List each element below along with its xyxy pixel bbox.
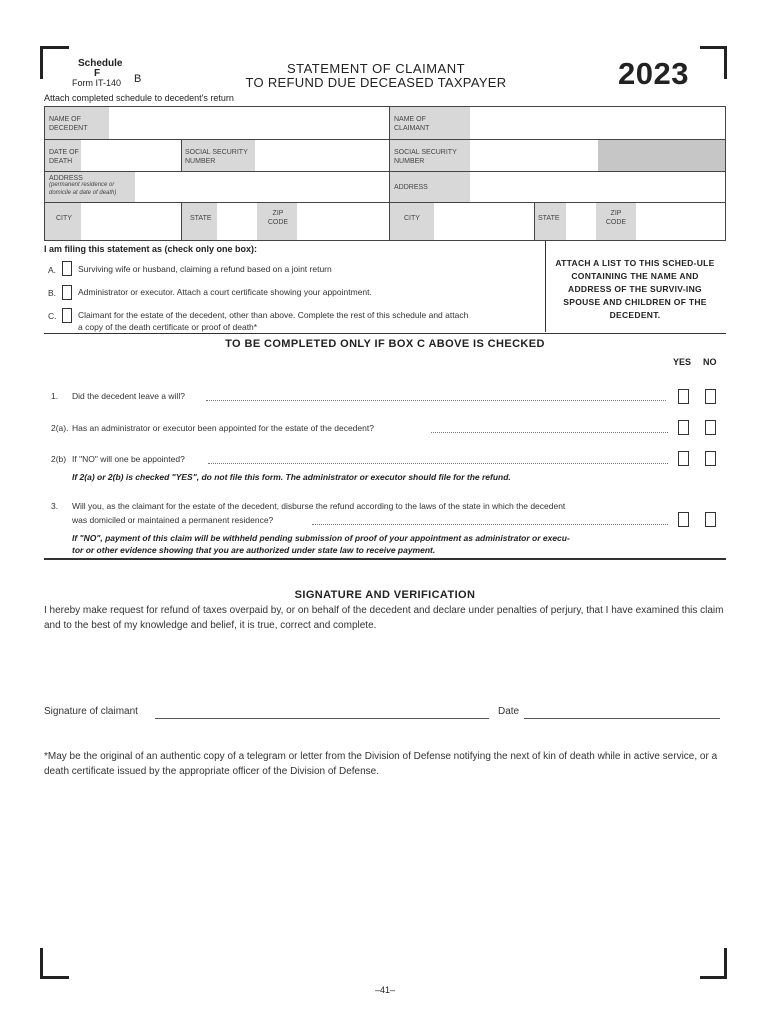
leader-dots — [206, 400, 666, 401]
address-left-input[interactable] — [135, 172, 389, 202]
grid-divider — [181, 203, 182, 240]
ssn-left-input[interactable] — [255, 140, 389, 171]
leader-dots — [431, 432, 668, 433]
zip-left-label: ZIP CODE — [267, 210, 289, 226]
verification-statement: I hereby make request for refund of taxes overpaid by, or on behalf of the decedent and declare under penalties of perjury, that I have examined this claim and to the best of my knowledge and belief, it is true, correct and complete. — [44, 605, 724, 631]
shaded-cell — [598, 140, 725, 171]
question-2a-number: 2(a). — [51, 423, 69, 433]
address-right-input[interactable] — [470, 172, 725, 202]
form-label: Form IT-140 — [72, 78, 122, 88]
filing-heading: I am filing this statement as (check only one box): — [44, 244, 258, 254]
option-b-text: Administrator or executor. Attach a court certificate showing your appointment. — [78, 287, 372, 297]
option-c-text: Claimant for the estate of the decedent, other than above. Complete the rest of this schedule and attach — [78, 310, 469, 320]
option-c-checkbox[interactable] — [62, 308, 72, 323]
question-2a-yes-checkbox[interactable] — [678, 420, 689, 435]
city-right-label: CITY — [404, 215, 420, 222]
date-label: Date — [498, 706, 520, 717]
grid-divider — [181, 140, 182, 171]
ssn-right-input[interactable] — [470, 140, 598, 171]
crop-mark-bottom-left — [40, 948, 69, 979]
boxc-heading: TO BE COMPLETED ONLY IF BOX C ABOVE IS CHECKED — [225, 338, 545, 350]
title-line-2: TO REFUND DUE DECEASED TAXPAYER — [245, 75, 507, 90]
grid-divider — [534, 203, 535, 240]
question-3-yes-checkbox[interactable] — [678, 512, 689, 527]
signature-line[interactable] — [155, 718, 489, 719]
attach-list-note: ATTACH A LIST TO THIS SCHED-ULE CONTAINING THE NAME AND ADDRESS OF THE SURVIV-ING SPOUSE AND CHILDREN OF THE DECEDENT. — [555, 258, 715, 320]
question-2b-yes-checkbox[interactable] — [678, 451, 689, 466]
tax-year: 2023 — [618, 56, 689, 91]
question-1-no-checkbox[interactable] — [705, 389, 716, 404]
question-2a-no-checkbox[interactable] — [705, 420, 716, 435]
question-2b-number: 2(b) — [51, 454, 67, 464]
ssn-left-label: SOCIAL SECURITY NUMBER — [185, 149, 248, 165]
no-column-label: NO — [703, 357, 717, 367]
question-2b-no-checkbox[interactable] — [705, 451, 716, 466]
city-left-label: CITY — [56, 215, 72, 222]
name-claimant-label: NAME OF CLAIMANT — [394, 116, 430, 132]
question-3-number: 3. — [51, 501, 59, 511]
crop-mark-top-left — [40, 46, 69, 79]
state-right-label: STATE — [538, 215, 560, 222]
signature-heading: SIGNATURE AND VERIFICATION — [294, 589, 476, 601]
grid-divider — [389, 107, 390, 240]
crop-mark-top-right — [700, 46, 727, 79]
option-b-checkbox[interactable] — [62, 285, 72, 300]
name-claimant-input[interactable] — [470, 107, 725, 139]
option-a-text: Surviving wife or husband, claiming a refund based on a joint return — [78, 264, 332, 274]
title-line-1: STATEMENT OF CLAIMANT — [286, 61, 466, 76]
footnote: *May be the original of an authentic copy of a telegram or letter from the Division of Defense notifying the next of kin of death while in active service, or a death certificate issued by the appropriate officer of the Division of Defense. — [44, 751, 718, 777]
state-left-label: STATE — [190, 215, 212, 222]
name-decedent-input[interactable] — [109, 107, 389, 139]
state-right-input[interactable] — [566, 203, 596, 240]
date-death-input[interactable] — [81, 140, 181, 171]
option-c-letter: C. — [48, 311, 57, 321]
address-right-label: ADDRESS — [394, 184, 428, 191]
question-3-note-2: tor or other evidence showing that you are authorized under state law to receive payment. — [72, 545, 436, 555]
state-left-input[interactable] — [217, 203, 257, 240]
page-number: –41– — [374, 985, 396, 995]
option-c-text-2: a copy of the death certificate or proof of death* — [78, 322, 258, 332]
zip-left-input[interactable] — [297, 203, 389, 240]
signature-label: Signature of claimant — [44, 706, 138, 717]
option-a-letter: A. — [48, 265, 57, 275]
question-3-text-1: Will you, as the claimant for the estate of the decedent, disburse the refund according to the laws of the state in which the decedent — [72, 501, 566, 511]
date-death-label: DATE OF DEATH — [49, 149, 79, 165]
boxc-top-rule — [44, 333, 726, 334]
question-1-number: 1. — [51, 391, 59, 401]
city-left-input[interactable] — [81, 203, 181, 240]
schedule-letter: F — [94, 68, 101, 79]
leader-dots — [208, 463, 668, 464]
option-b-letter: B. — [48, 288, 57, 298]
yes-column-label: YES — [673, 357, 692, 367]
zip-right-label: ZIP CODE — [605, 210, 627, 226]
option-a-checkbox[interactable] — [62, 261, 72, 276]
attach-note: Attach completed schedule to decedent's return — [44, 93, 234, 103]
question-3-note-1: If "NO", payment of this claim will be withheld pending submission of proof of your appointment as administrator or execu- — [72, 533, 570, 543]
filing-section-divider — [545, 241, 546, 332]
ssn-right-label: SOCIAL SECURITY NUMBER — [394, 149, 457, 165]
address-left-label: ADDRESS — [49, 175, 83, 182]
question-2a-text: Has an administrator or executor been appointed for the estate of the decedent? — [72, 423, 374, 433]
question-1-yes-checkbox[interactable] — [678, 389, 689, 404]
address-left-note: (permanent residence or domicile at date of death) — [49, 182, 117, 196]
question-3-no-checkbox[interactable] — [705, 512, 716, 527]
question-2-note: If 2(a) or 2(b) is checked "YES", do not file this form. The administrator or executor should file for the refund. — [72, 472, 511, 482]
question-1-text: Did the decedent leave a will? — [72, 391, 185, 401]
leader-dots — [312, 524, 668, 525]
schedule-label: Schedule — [78, 58, 123, 69]
zip-right-input[interactable] — [636, 203, 725, 240]
form-suffix: B — [134, 73, 142, 85]
boxc-bottom-rule — [44, 558, 726, 560]
question-3-text-2: was domiciled or maintained a permanent residence? — [72, 515, 274, 525]
crop-mark-bottom-right — [700, 948, 727, 979]
date-line[interactable] — [524, 718, 720, 719]
question-2b-text: If "NO" will one be appointed? — [72, 454, 185, 464]
city-right-input[interactable] — [434, 203, 534, 240]
name-decedent-label: NAME OF DECEDENT — [49, 116, 88, 132]
